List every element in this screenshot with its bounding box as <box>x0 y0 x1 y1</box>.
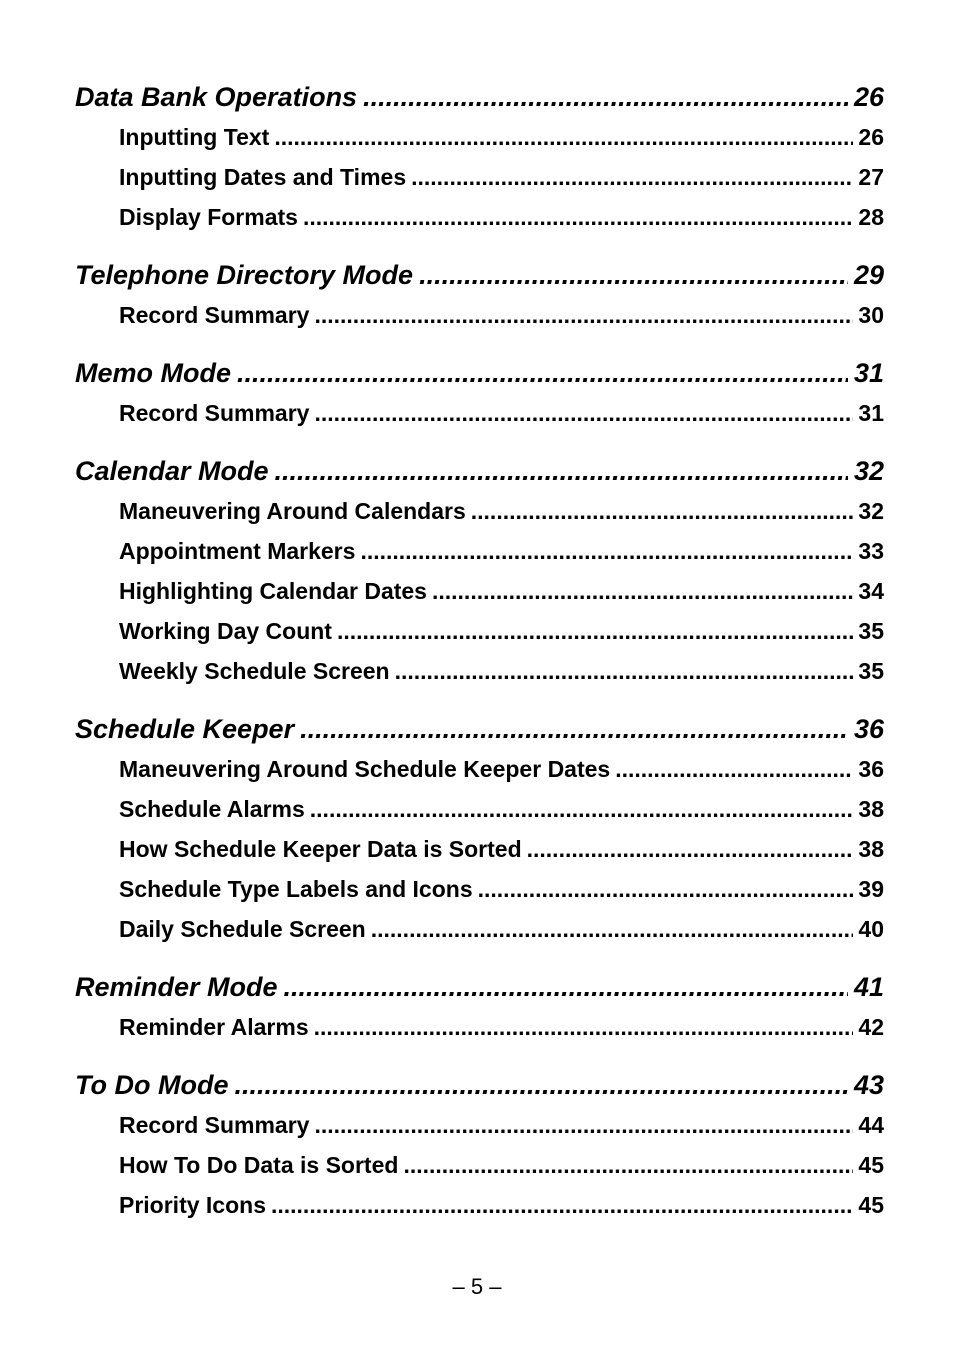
dot-leader <box>314 400 853 427</box>
toc-section-heading-title: Memo Mode <box>75 358 232 388</box>
table-of-contents <box>75 82 884 1248</box>
page-number: – 5 – <box>452 1274 502 1299</box>
toc-entry-page-number: 38 <box>858 836 884 862</box>
toc-entry[interactable] <box>119 204 884 244</box>
toc-entry-page-number: 33 <box>858 538 884 564</box>
toc-entry[interactable] <box>119 1014 884 1054</box>
toc-section-heading-title: To Do Mode <box>75 1070 229 1100</box>
toc-entry-title: Display Formats <box>119 204 298 230</box>
dot-leader <box>284 972 848 1003</box>
toc-section-heading[interactable] <box>75 260 884 302</box>
dot-leader <box>314 1014 854 1041</box>
toc-section-heading-page-number: 32 <box>853 456 884 486</box>
toc-entry-title: Schedule Type Labels and Icons <box>119 876 473 902</box>
toc-section-heading-page-number: 43 <box>853 1070 884 1100</box>
dot-leader <box>310 796 854 823</box>
toc-section-heading-title: Calendar Mode <box>75 456 269 486</box>
toc-entry-title: Working Day Count <box>119 618 332 644</box>
toc-entry[interactable] <box>119 538 884 578</box>
toc-section-heading[interactable] <box>75 1070 884 1112</box>
toc-entry[interactable] <box>119 498 884 538</box>
dot-leader <box>314 302 853 329</box>
toc-entry[interactable] <box>119 1152 884 1192</box>
toc-entry-title: Daily Schedule Screen <box>119 916 366 942</box>
toc-entry[interactable] <box>119 164 884 204</box>
toc-entry-title: Reminder Alarms <box>119 1014 309 1040</box>
toc-entry-title: Schedule Alarms <box>119 796 305 822</box>
dot-leader <box>615 756 853 783</box>
toc-entry-page-number: 27 <box>858 164 884 190</box>
dot-leader <box>403 1152 853 1179</box>
toc-entry[interactable] <box>119 836 884 876</box>
toc-section-heading-title: Reminder Mode <box>75 972 278 1002</box>
toc-entry[interactable] <box>119 916 884 956</box>
dot-leader <box>471 498 854 525</box>
toc-entry[interactable] <box>119 796 884 836</box>
toc-section-heading-page-number: 29 <box>853 260 884 290</box>
toc-entry-title: Weekly Schedule Screen <box>119 658 390 684</box>
toc-entry-title: Inputting Text <box>119 124 270 150</box>
dot-leader <box>527 836 854 863</box>
toc-entry-title: Priority Icons <box>119 1192 266 1218</box>
toc-entry-page-number: 31 <box>858 400 884 426</box>
toc-section-heading[interactable] <box>75 82 884 124</box>
toc-section-heading[interactable] <box>75 972 884 1014</box>
toc-entry-title: Record Summary <box>119 302 310 328</box>
toc-entry[interactable] <box>119 302 884 342</box>
toc-entry-page-number: 30 <box>858 302 884 328</box>
toc-section-heading-page-number: 41 <box>853 972 884 1002</box>
toc-section-heading-title: Data Bank Operations <box>75 82 358 112</box>
toc-entry-page-number: 38 <box>858 796 884 822</box>
dot-leader <box>478 876 854 903</box>
toc-entry[interactable] <box>119 658 884 698</box>
dot-leader <box>275 456 848 487</box>
toc-entry-page-number: 26 <box>858 124 884 150</box>
toc-section-heading-page-number: 36 <box>853 714 884 744</box>
dot-leader <box>363 82 848 113</box>
toc-entry-page-number: 45 <box>858 1192 884 1218</box>
toc-entry-page-number: 34 <box>858 578 884 604</box>
toc-entry-page-number: 35 <box>858 658 884 684</box>
toc-section-heading[interactable] <box>75 714 884 756</box>
toc-entry-title: Highlighting Calendar Dates <box>119 578 427 604</box>
toc-entry-title: How Schedule Keeper Data is Sorted <box>119 836 522 862</box>
dot-leader <box>271 1192 853 1219</box>
toc-entry-title: Record Summary <box>119 1112 310 1138</box>
dot-leader <box>234 1070 847 1101</box>
toc-entry[interactable] <box>119 124 884 164</box>
toc-entry-page-number: 44 <box>858 1112 884 1138</box>
toc-entry[interactable] <box>119 400 884 440</box>
dot-leader <box>432 578 853 605</box>
toc-section <box>75 358 884 440</box>
dot-leader <box>371 916 854 943</box>
dot-leader <box>337 618 853 645</box>
toc-entry-page-number: 45 <box>858 1152 884 1178</box>
toc-entry-title: Maneuvering Around Calendars <box>119 498 466 524</box>
toc-entry[interactable] <box>119 578 884 618</box>
toc-section <box>75 82 884 244</box>
dot-leader <box>411 164 853 191</box>
toc-section <box>75 972 884 1054</box>
toc-entry[interactable] <box>119 1192 884 1232</box>
toc-entry-page-number: 35 <box>858 618 884 644</box>
toc-entry-page-number: 39 <box>858 876 884 902</box>
toc-entry-page-number: 32 <box>858 498 884 524</box>
toc-section <box>75 260 884 342</box>
toc-section-heading-title: Telephone Directory Mode <box>75 260 414 290</box>
toc-entry-title: Inputting Dates and Times <box>119 164 407 190</box>
dot-leader <box>237 358 848 389</box>
toc-entry[interactable] <box>119 1112 884 1152</box>
dot-leader <box>395 658 854 685</box>
toc-section-heading-page-number: 31 <box>853 358 884 388</box>
dot-leader <box>274 124 853 151</box>
toc-entry-title: Record Summary <box>119 400 310 426</box>
toc-section-heading[interactable] <box>75 358 884 400</box>
toc-entry[interactable] <box>119 756 884 796</box>
toc-section-heading-title: Schedule Keeper <box>75 714 295 744</box>
toc-entry-page-number: 42 <box>858 1014 884 1040</box>
toc-section <box>75 714 884 956</box>
dot-leader <box>300 714 848 745</box>
toc-entry[interactable] <box>119 876 884 916</box>
dot-leader <box>419 260 848 291</box>
toc-entry-page-number: 28 <box>858 204 884 230</box>
toc-entry-title: How To Do Data is Sorted <box>119 1152 399 1178</box>
toc-section-heading-page-number: 26 <box>853 82 884 112</box>
toc-entry-title: Appointment Markers <box>119 538 356 564</box>
dot-leader <box>314 1112 853 1139</box>
toc-section-heading[interactable] <box>75 456 884 498</box>
dot-leader <box>303 204 853 231</box>
toc-section <box>75 456 884 698</box>
toc-section <box>75 1070 884 1232</box>
dot-leader <box>360 538 853 565</box>
toc-entry-page-number: 36 <box>858 756 884 782</box>
toc-entry-title: Maneuvering Around Schedule Keeper Dates <box>119 756 611 782</box>
toc-entry[interactable] <box>119 618 884 658</box>
toc-entry-page-number: 40 <box>858 916 884 942</box>
